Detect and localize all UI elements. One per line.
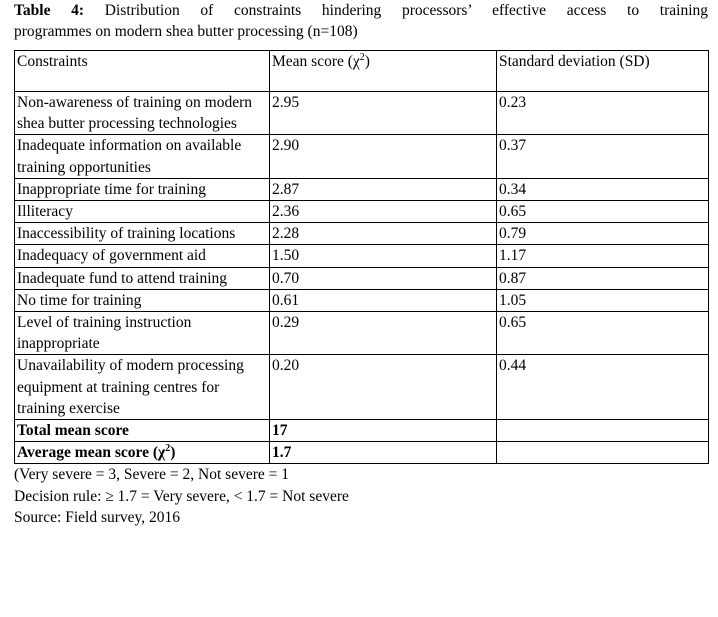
constraint-cell: Non-awareness of training on modern shea butter processing technologies [15,92,270,135]
average-label [15,442,270,464]
constraint-cell: Inappropriate time for training [15,178,270,200]
constraint-cell: Inaccessibility of training locations [15,223,270,245]
average-label-sup: 2 [165,443,171,455]
mean-cell: 0.20 [270,355,497,420]
header-row [15,51,709,92]
sd-cell: 0.65 [497,201,709,223]
total-empty [497,420,709,442]
table-row [15,312,709,355]
table-row [15,92,709,135]
header-sd: Standard deviation (SD) [497,51,709,92]
header-mean-sup: 2 [359,51,365,63]
table-row [15,289,709,311]
table-row [15,135,709,178]
sd-cell: 1.05 [497,289,709,311]
caption-label: Table 4: [14,2,85,19]
note-source: Source: Field survey, 2016 [14,509,181,527]
table-caption [14,0,708,42]
caption-line-2: programmes on modern shea butter processing (n=108) [14,23,358,40]
total-label: Total mean score [15,420,270,442]
average-label-text: Average mean score (χ [17,444,166,462]
table-row [15,245,709,267]
constraint-cell: Inadequate information on available training opportunities [15,135,270,178]
average-label-close: ) [170,444,176,462]
constraint-cell: Inadequate fund to attend training [15,267,270,289]
note-scale: (Very severe = 3, Severe = 2, Not severe = 1 [14,466,289,484]
mean-cell: 2.28 [270,223,497,245]
sd-cell: 0.34 [497,178,709,200]
header-mean-close: ) [364,53,370,70]
sd-cell: 0.23 [497,92,709,135]
table-body [15,92,709,420]
constraint-cell: No time for training [15,289,270,311]
document [14,0,708,529]
table-notes [14,464,708,529]
note-rule: Decision rule: ≥ 1.7 = Very severe, < 1.7 = Not severe [14,487,349,505]
average-value: 1.7 [270,442,497,464]
table-row [15,267,709,289]
mean-cell: 0.70 [270,267,497,289]
table-row [15,355,709,420]
sd-cell: 0.44 [497,355,709,420]
mean-cell: 2.36 [270,201,497,223]
header-mean [270,51,497,92]
mean-cell: 2.87 [270,178,497,200]
header-mean-text: Mean score (χ [272,53,360,70]
sd-cell: 0.79 [497,223,709,245]
sd-cell: 0.87 [497,267,709,289]
mean-cell: 0.29 [270,312,497,355]
total-row [15,420,709,442]
constraint-cell: Level of training instruction inappropriate [15,312,270,355]
caption-line-1 [14,0,708,21]
sd-cell: 0.65 [497,312,709,355]
table-row [15,223,709,245]
header-constraints: Constraints [15,51,270,92]
constraints-table [14,50,709,464]
average-empty [497,442,709,464]
total-value: 17 [270,420,497,442]
table-row [15,178,709,200]
constraint-cell: Unavailability of modern processing equipment at training centres for training exercise [15,355,270,420]
average-row [15,442,709,464]
table-row [15,201,709,223]
sd-cell: 0.37 [497,135,709,178]
caption-text-1: Distribution of constraints hindering processors’ effective access to training [104,2,708,19]
mean-cell: 1.50 [270,245,497,267]
sd-cell: 1.17 [497,245,709,267]
constraint-cell: Illiteracy [15,201,270,223]
constraint-cell: Inadequacy of government aid [15,245,270,267]
mean-cell: 2.90 [270,135,497,178]
mean-cell: 2.95 [270,92,497,135]
mean-cell: 0.61 [270,289,497,311]
